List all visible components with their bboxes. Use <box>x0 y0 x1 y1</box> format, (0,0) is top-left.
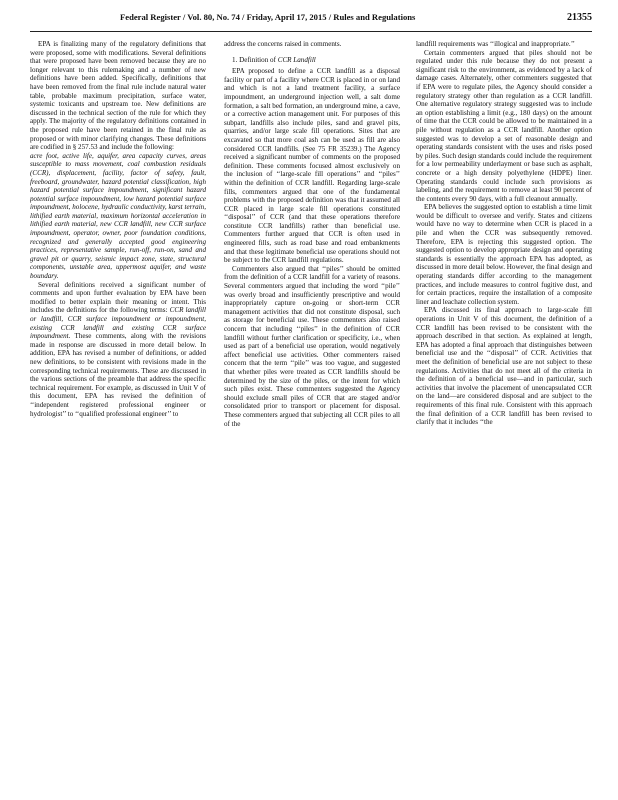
running-header <box>30 12 592 28</box>
text-column-3 <box>416 40 592 792</box>
paragraph: Certain commenters argued that piles should not be regulated under this rule because they do not present a significant risk to the environment, as evidenced by a lack of damage cases. Alternately, other commenters suggested that if EPA were to regulate piles, the Agency should consider a regulatory strategy other than regulation as a CCR landfill. One alternative regulatory strategy suggested was to include an option establishing a limit (e.g., 180 days) on the amount of time that the CCR could be allowed to be maintained in a pile without regulation as a CCR landfill. Another option suggested was to develop a set of reasonable design and operating standards consistent with the uses and risks posed by piles. Such design standards could include the requirement for a low permeability underlayment or base such as asphalt, concrete or a high density polyethylene (HDPE) liner. Operating standards could include such provisions as labeling, and the requirement to remove at least 90 percent of the contents every 90 days, with a full cleanout annually. <box>416 48 592 203</box>
paragraph: address the concerns raised in comments. <box>224 40 342 48</box>
paragraph: EPA discussed its final approach to large-scale fill operations in Unit V of this document, the definition of a CCR landfill has been revised to be consistent with the approach described in that section. As explained at length, EPA has adopted a final approach that distinguishes between beneficial use and the ‘‘disposal’’ of CCR. Activities that meet the definition of beneficial use are not subject to these regulations. Activities that do not meet all of the criteria in the definition of a beneficial use—and in particular, such activities that involve the placement of unencapsulated CCR on the land—are considered disposal and are subject to the requirements of this final rule. Consistent with this approach the final definition of a CCR landfill has been revised to clarify that it includes ‘‘the <box>416 306 592 427</box>
defined-terms-list: CCR landfill or landfill, CCR surface impoundment or impoundment, existing CCR landfill and existing CCR surface impoundment. <box>30 306 206 341</box>
section-subheading <box>224 56 400 65</box>
subheading-term: CCR Landfill <box>277 55 316 64</box>
publication-line: Federal Register / Vol. 80, No. 74 / Friday, April 17, 2015 / Rules and Regulations <box>120 12 416 22</box>
text-column-2 <box>224 40 400 792</box>
paragraph-text: These comments, along with the revisions made in response are discussed in more detail below. In addition, EPA has revised a number of definitions, or added new definitions, to be consistent with revisions made in the corresponding technical requirements. These are discussed in the various sections of the preamble that address the specific technical requirement. For example, as discussed in Unit V of this document, EPA has revised the definition of ‘‘independent registered professional engineer or hydrologist’’ to ‘‘qualified professional engineer’’ to <box>30 332 206 418</box>
paragraph: EPA believes the suggested option to establish a time limit would be difficult to oversee and verify. States and citizens would have no way to determine when CCR is placed in a pile and when the CCR was subsequently removed. Therefore, EPA is rejecting this suggested option. The suggested option to develop appropriate design and operating standards is essentially the approach EPA has adopted, as discussed in more detail below. However, the final design and operating standards differ according to the management practices, and include measures to control fugitive dust, and for certain practices, require the installation of a composite liner and leachate collection system. <box>416 203 592 306</box>
defined-terms-list: acre foot, active life, aquifer, area capacity curves, areas susceptible to mass movement, coal combustion residuals (CCR), displacement, facility, factor of safety, fault, freeboard, groundwater, hazard potential classification, high hazard potential surface impoundment, significant hazard potential surface impoundment, low hazard potential surface impoundment, holocene, hydraulic conductivity, karst terrain, lithified earth material, maximum horizontal acceleration in lithified earth material, new CCR landfill, new CCR surface impoundment, operator, owner, poor foundation conditions, recognized and generally accepted good engineering practices, representative sample, run-off, run-on, sand and gravel pit or quarry, seismic impact zone, state, structural components, unstable area, uppermost aquifer, and waste boundary. <box>30 151 206 281</box>
paragraph <box>30 152 206 281</box>
text-column-1 <box>30 40 206 792</box>
header-rule <box>30 31 592 32</box>
paragraph: Commenters also argued that ‘‘piles’’ should be omitted from the definition of a CCR landfill for a variety of reasons. Several commenters argued that including the word ‘‘pile’’ was overly broad and insufficiently prescriptive and would inappropriately capture on-going or short-term CCR management activities that did not constitute disposal, such as storage for beneficial use. These commenters also raised concern that including ‘‘piles’’ in the definition of CCR landfill without further clarification or specificity, i.e., when used as part of a beneficial use operation, would negatively affect beneficial use activities. Other commenters raised concern that the term ‘‘pile’’ was too vague, and suggested that whether piles were treated as CCR landfills should be determined by the size of the piles, or the intent for which such piles exist. These commenters suggested the Agency should exclude small piles of CCR that are staged and/or consolidated prior to transport or placement for disposal. These commenters argued that subjecting all CCR piles to all of the <box>224 264 400 428</box>
paragraph: EPA is finalizing many of the regulatory definitions that were proposed, some with modifications. Several definitions that were proposed have been removed because they are no longer relevant to this rulemaking and a number of new definitions have been added. Specifically, definitions that have been removed from the final rule include natural water table, probable maximum precipitation, surface water, systemic toxicants and upstream toe. New definitions are discussed in the technical section of the rule for which they apply. The majority of the regulatory definitions contained in the proposed rule have been retained in the final rule as proposed or with minor clarifying changes. These definitions are codified in § 257.53 and include the following: <box>30 40 206 152</box>
paragraph: EPA proposed to define a CCR landfill as a disposal facility or part of a facility where CCR is placed in or on land and which is not a land treatment facility, a surface impoundment, an underground injection well, a salt dome formation, a salt bed formation, an underground mine, a cave, or a corrective action management unit. For purposes of this subpart, landfills also include piles, sand and gravel pits, quarries, and/or large scale fill operations. Sites that are excavated so that more coal ash can be used as fill are also considered CCR landfills. (See 75 FR 35239.) The Agency received a significant number of comments on the proposed definition. These comments focused almost exclusively on the inclusion of ‘‘large-scale fill operations’’ and ‘‘piles’’ within the definition of CCR landfill. Regarding large-scale fills, commenters argued that one of the fundamental problems with the proposed definition was that it assumed all CCR placed in large scale fill operations constituted ‘‘disposal’’ of CCR (and that these operations therefore constitute CCR landfills) rather than beneficial use. Commenters further argued that CCR is often used in engineered fills, such as road base and road embankments and that these legitimate beneficial use operations should not be subject to the CCR landfill regulations. <box>224 67 400 265</box>
paragraph: landfill requirements was ‘‘illogical and inappropriate.’’ <box>416 40 575 48</box>
subheading-text: 1. Definition of <box>232 55 276 64</box>
paragraph <box>30 281 206 419</box>
paragraph-text: Several definitions received a significant number of comments and upon further evaluation by EPA have been modified to better explain their meaning or intent. This includes the definitions for the following terms: <box>30 280 206 315</box>
page-number: 21355 <box>567 12 592 23</box>
